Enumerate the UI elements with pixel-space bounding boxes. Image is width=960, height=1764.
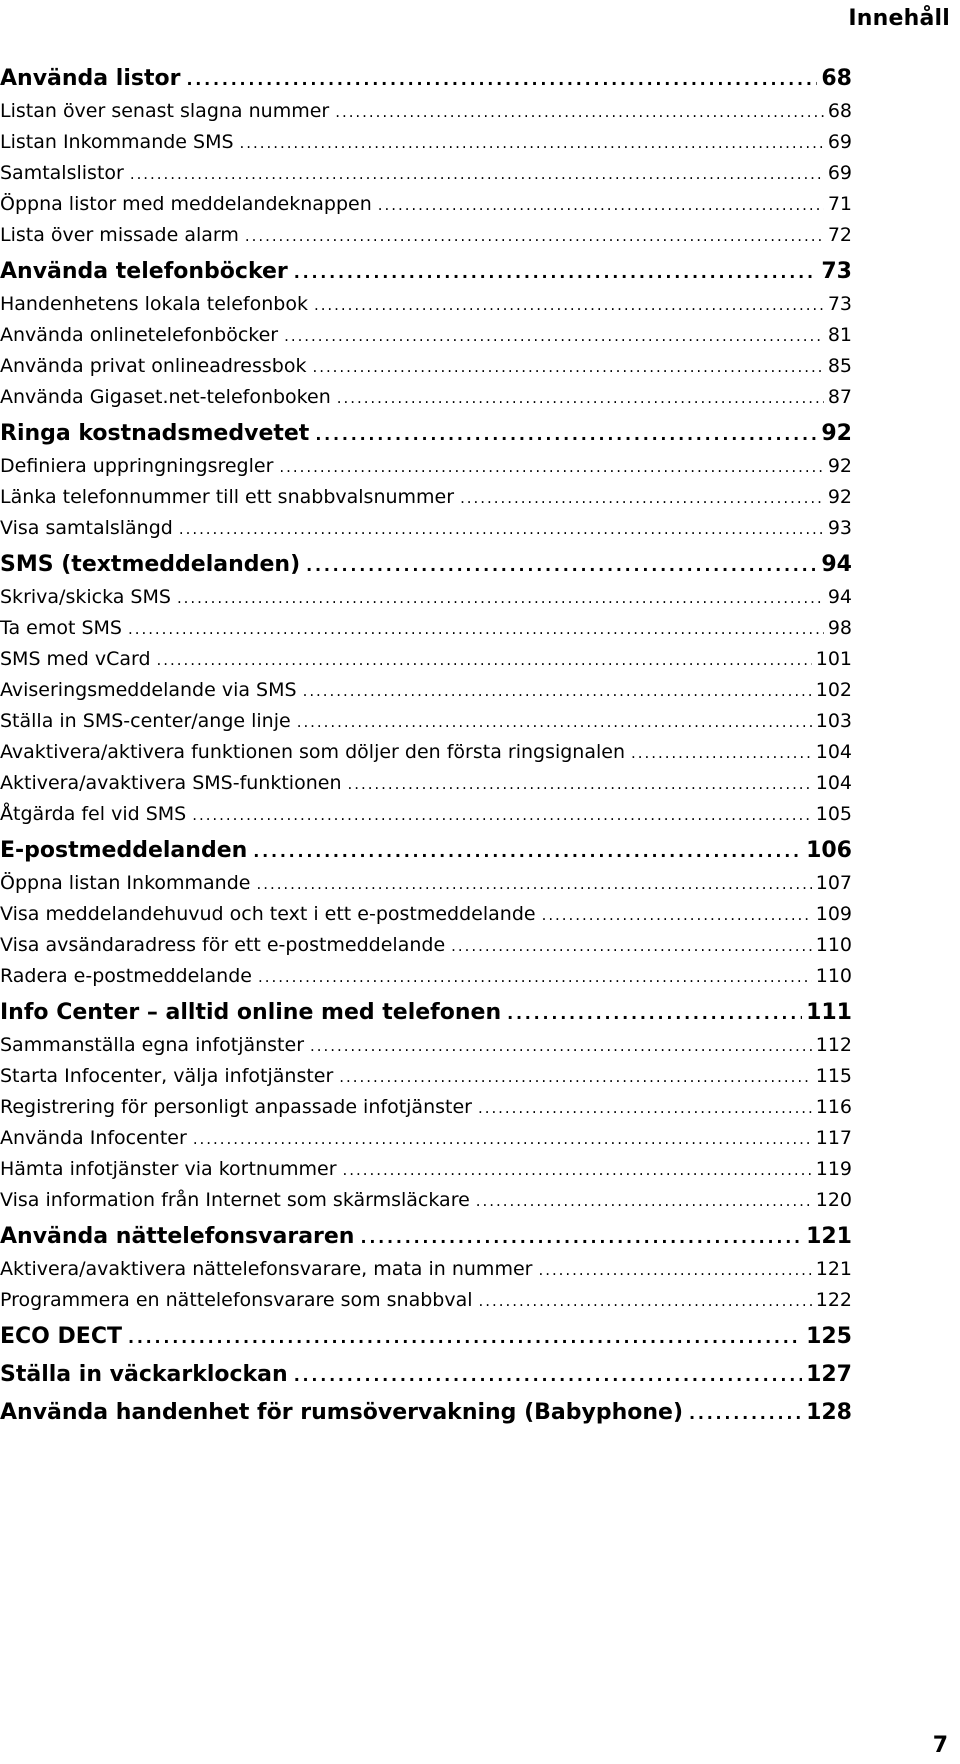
toc-entry-page-number: 127 (806, 1362, 852, 1387)
dot-leader (306, 549, 817, 583)
toc-entry[interactable] (0, 930, 852, 961)
dot-leader (186, 63, 817, 97)
toc-entry-page-number: 69 (827, 162, 852, 184)
toc-entry-page-number: 98 (827, 617, 852, 639)
table-of-contents (0, 62, 852, 1430)
toc-entry-page-number: 115 (815, 1065, 852, 1087)
toc-entry-label: Använda onlinetelefonböcker (0, 324, 279, 346)
toc-entry-label: Lista över missade alarm (0, 224, 239, 246)
dot-leader (312, 352, 823, 383)
toc-entry-label: Ställa in väckarklockan (0, 1362, 288, 1387)
toc-entry-label: Sammanställa egna infotjänster (0, 1034, 305, 1056)
dot-leader (192, 800, 812, 831)
toc-entry-page-number: 92 (827, 455, 852, 477)
toc-entry-page-number: 81 (827, 324, 852, 346)
toc-entry[interactable] (0, 1092, 852, 1123)
toc-entry-label: Åtgärda fel vid SMS (0, 803, 187, 825)
toc-entry-page-number: 120 (815, 1189, 852, 1211)
dot-leader (538, 1255, 811, 1286)
toc-entry[interactable] (0, 1254, 852, 1285)
toc-section-heading[interactable] (0, 1320, 852, 1354)
dot-leader (347, 769, 811, 800)
toc-entry[interactable] (0, 158, 852, 189)
toc-entry-page-number: 107 (815, 872, 852, 894)
toc-entry-page-number: 119 (815, 1158, 852, 1180)
toc-entry-page-number: 110 (815, 934, 852, 956)
toc-entry-page-number: 105 (815, 803, 852, 825)
toc-entry-page-number: 93 (827, 517, 852, 539)
toc-entry-label: Länka telefonnummer till ett snabbvalsnummer (0, 486, 455, 508)
toc-entry-label: Öppna listor med meddelandeknappen (0, 193, 372, 215)
toc-entry[interactable] (0, 961, 852, 992)
toc-entry-label: Använda listor (0, 66, 181, 91)
toc-section-heading[interactable] (0, 1358, 852, 1392)
toc-entry-label: Registrering för personligt anpassade infotjänster (0, 1096, 472, 1118)
toc-entry-label: Samtalslistor (0, 162, 124, 184)
dot-leader (337, 383, 824, 414)
dot-leader (177, 583, 824, 614)
toc-entry-page-number: 110 (815, 965, 852, 987)
toc-entry[interactable] (0, 320, 852, 351)
dot-leader (128, 614, 824, 645)
page-header-title: Innehåll (848, 6, 950, 31)
toc-section-heading[interactable] (0, 62, 852, 96)
toc-entry-label: Info Center – alltid online med telefonen (0, 1000, 502, 1025)
toc-entry[interactable] (0, 220, 852, 251)
toc-entry-page-number: 111 (806, 1000, 852, 1025)
toc-entry[interactable] (0, 1185, 852, 1216)
toc-entry-page-number: 117 (815, 1127, 852, 1149)
dot-leader (303, 676, 812, 707)
dot-leader (343, 1155, 812, 1186)
toc-entry-label: Ta emot SMS (0, 617, 122, 639)
toc-entry[interactable] (0, 1154, 852, 1185)
toc-entry-label: Aktivera/avaktivera SMS-funktionen (0, 772, 342, 794)
toc-entry-label: Ringa kostnadsmedvetet (0, 421, 310, 446)
toc-entry[interactable] (0, 1123, 852, 1154)
toc-entry-page-number: 94 (827, 586, 852, 608)
toc-entry-label: ECO DECT (0, 1324, 122, 1349)
toc-entry-page-number: 87 (827, 386, 852, 408)
dot-leader (479, 1286, 812, 1317)
dot-leader (631, 738, 812, 769)
toc-entry-page-number: 121 (815, 1258, 852, 1280)
toc-entry-label: Använda handenhet för rumsövervakning (Babyphone) (0, 1400, 684, 1425)
toc-entry[interactable] (0, 127, 852, 158)
toc-entry-label: Visa samtalslängd (0, 517, 173, 539)
toc-entry-label: Visa avsändaradress för ett e-postmeddelande (0, 934, 446, 956)
dot-leader (240, 128, 824, 159)
toc-entry-label: Aktivera/avaktivera nättelefonsvarare, mata in nummer (0, 1258, 533, 1280)
toc-entry-page-number: 69 (827, 131, 852, 153)
toc-entry-page-number: 73 (821, 259, 852, 284)
toc-entry-page-number: 92 (827, 486, 852, 508)
dot-leader (478, 1093, 812, 1124)
toc-entry[interactable] (0, 96, 852, 127)
toc-entry-label: E-postmeddelanden (0, 838, 248, 863)
toc-entry-page-number: 73 (827, 293, 852, 315)
toc-entry-label: SMS med vCard (0, 648, 151, 670)
dot-leader (130, 159, 824, 190)
dot-leader (460, 483, 824, 514)
dot-leader (157, 645, 812, 676)
toc-entry-page-number: 106 (806, 838, 852, 863)
dot-leader (310, 1031, 812, 1062)
toc-section-heading[interactable] (0, 1396, 852, 1430)
dot-leader (245, 221, 824, 252)
toc-entry-page-number: 125 (806, 1324, 852, 1349)
dot-leader (284, 321, 824, 352)
toc-entry-label: Använda Infocenter (0, 1127, 187, 1149)
dot-leader (253, 835, 802, 869)
dot-leader (315, 418, 817, 452)
toc-entry[interactable] (0, 675, 852, 706)
toc-entry[interactable] (0, 513, 852, 544)
dot-leader (476, 1186, 812, 1217)
dot-leader (360, 1221, 802, 1255)
dot-leader (689, 1397, 802, 1431)
toc-entry-page-number: 71 (827, 193, 852, 215)
toc-entry-page-number: 103 (815, 710, 852, 732)
toc-entry[interactable] (0, 289, 852, 320)
dot-leader (179, 514, 824, 545)
toc-section-heading[interactable] (0, 834, 852, 868)
toc-entry-page-number: 68 (821, 66, 852, 91)
toc-entry-label: Använda telefonböcker (0, 259, 288, 284)
toc-entry-label: Visa meddelandehuvud och text i ett e-postmeddelande (0, 903, 536, 925)
dot-leader (378, 190, 824, 221)
toc-entry-label: Öppna listan Inkommande (0, 872, 251, 894)
dot-leader (314, 290, 824, 321)
toc-entry-page-number: 104 (815, 772, 852, 794)
toc-entry-page-number: 85 (827, 355, 852, 377)
toc-entry-label: Aviseringsmeddelande via SMS (0, 679, 297, 701)
toc-entry[interactable] (0, 1030, 852, 1061)
toc-entry-label: Ställa in SMS-center/ange linje (0, 710, 291, 732)
toc-entry-page-number: 104 (815, 741, 852, 763)
toc-section-heading[interactable] (0, 548, 852, 582)
toc-entry-label: Visa information från Internet som skärmsläckare (0, 1189, 470, 1211)
toc-entry-page-number: 109 (815, 903, 852, 925)
toc-entry-label: Handenhetens lokala telefonbok (0, 293, 308, 315)
toc-entry-label: Använda privat onlineadressbok (0, 355, 307, 377)
toc-entry[interactable] (0, 768, 852, 799)
toc-section-heading[interactable] (0, 996, 852, 1030)
toc-entry-page-number: 94 (821, 552, 852, 577)
toc-entry-page-number: 68 (827, 100, 852, 122)
toc-entry-label: Listan över senast slagna nummer (0, 100, 330, 122)
toc-entry[interactable] (0, 737, 852, 768)
toc-entry-label: Radera e-postmeddelande (0, 965, 252, 987)
toc-entry[interactable] (0, 1061, 852, 1092)
toc-entry[interactable] (0, 868, 852, 899)
dot-leader (193, 1124, 812, 1155)
toc-entry[interactable] (0, 351, 852, 382)
dot-leader (335, 97, 824, 128)
toc-entry[interactable] (0, 189, 852, 220)
toc-entry[interactable] (0, 899, 852, 930)
toc-entry-page-number: 92 (821, 421, 852, 446)
toc-entry[interactable] (0, 382, 852, 413)
dot-leader (258, 962, 812, 993)
toc-entry-label: Skriva/skicka SMS (0, 586, 171, 608)
dot-leader (339, 1062, 811, 1093)
toc-entry-label: Hämta infotjänster via kortnummer (0, 1158, 337, 1180)
toc-entry-label: Använda nättelefonsvararen (0, 1224, 355, 1249)
toc-entry-page-number: 72 (827, 224, 852, 246)
dot-leader (279, 452, 823, 483)
toc-entry-label: SMS (textmeddelanden) (0, 552, 301, 577)
dot-leader (128, 1321, 802, 1355)
toc-entry-page-number: 122 (815, 1289, 852, 1311)
toc-entry[interactable] (0, 1285, 852, 1316)
dot-leader (507, 997, 802, 1031)
dot-leader (451, 931, 812, 962)
toc-entry-page-number: 121 (806, 1224, 852, 1249)
toc-entry-label: Listan Inkommande SMS (0, 131, 234, 153)
toc-entry-label: Programmera en nättelefonsvarare som snabbval (0, 1289, 473, 1311)
toc-entry[interactable] (0, 482, 852, 513)
dot-leader (294, 1359, 802, 1393)
dot-leader (297, 707, 812, 738)
toc-section-heading[interactable] (0, 255, 852, 289)
toc-entry-page-number: 102 (815, 679, 852, 701)
dot-leader (542, 900, 812, 931)
toc-entry[interactable] (0, 613, 852, 644)
toc-entry[interactable] (0, 706, 852, 737)
dot-leader (294, 256, 818, 290)
toc-section-heading[interactable] (0, 417, 852, 451)
page-number: 7 (932, 1733, 948, 1758)
toc-entry-label: Definiera uppringningsregler (0, 455, 274, 477)
toc-entry-label: Avaktivera/aktivera funktionen som döljer den första ringsignalen (0, 741, 626, 763)
dot-leader (256, 869, 811, 900)
toc-entry[interactable] (0, 799, 852, 830)
toc-entry[interactable] (0, 644, 852, 675)
toc-entry-page-number: 116 (815, 1096, 852, 1118)
toc-entry-page-number: 112 (815, 1034, 852, 1056)
toc-entry-label: Använda Gigaset.net-telefonboken (0, 386, 331, 408)
toc-entry-page-number: 128 (806, 1400, 852, 1425)
toc-entry[interactable] (0, 582, 852, 613)
toc-entry[interactable] (0, 451, 852, 482)
toc-entry-page-number: 101 (815, 648, 852, 670)
toc-entry-label: Starta Infocenter, välja infotjänster (0, 1065, 334, 1087)
toc-section-heading[interactable] (0, 1220, 852, 1254)
